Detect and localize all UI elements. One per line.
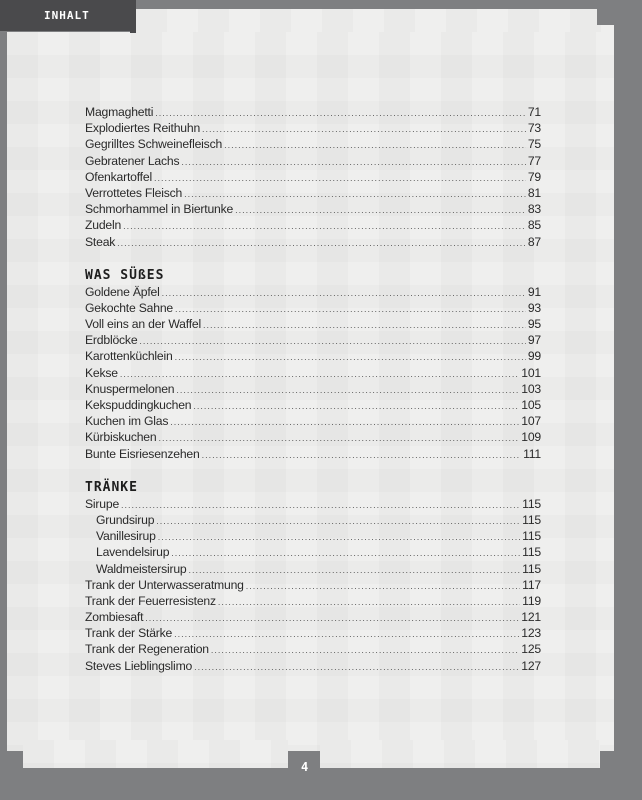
entry-page: 105 [521, 398, 541, 412]
toc-entry[interactable] [85, 496, 541, 512]
dot-leader [158, 529, 520, 545]
dot-leader [120, 366, 519, 382]
entry-title: Gekochte Sahne [85, 300, 173, 315]
entry-title: Zudeln [85, 218, 122, 233]
toc-entry[interactable] [85, 446, 541, 462]
toc-entry[interactable] [85, 332, 541, 348]
dot-leader [218, 594, 520, 610]
dot-leader [162, 285, 526, 301]
entry-title: Ofenkartoffel [85, 169, 152, 184]
entry-title: Knuspermelonen [85, 381, 175, 396]
entry-page: 125 [521, 642, 541, 657]
toc-entry[interactable] [85, 348, 541, 364]
entry-title: Goldene Äpfel [85, 284, 160, 299]
entry-title: Bunte Eisriesenzehen [85, 446, 200, 461]
dot-leader [203, 317, 526, 333]
dot-leader [175, 349, 526, 365]
toc-entry[interactable] [85, 609, 541, 625]
dot-leader [155, 105, 526, 121]
dot-leader [175, 301, 526, 317]
dot-leader [139, 333, 525, 349]
dot-leader [202, 121, 526, 137]
entry-title: Grundsirup [96, 512, 155, 527]
entry-page: 121 [521, 610, 541, 625]
entry-page: 115 [522, 512, 541, 527]
table-of-contents [85, 104, 541, 674]
toc-entry[interactable] [85, 413, 541, 429]
dot-leader [181, 154, 525, 170]
entry-title: Trank der Stärke [85, 626, 173, 641]
toc-subentry[interactable] [85, 512, 541, 528]
toc-entry[interactable] [85, 365, 541, 381]
dot-leader [158, 430, 519, 446]
entry-page: 87 [527, 234, 541, 249]
toc-entry[interactable] [85, 300, 541, 316]
toc-entry[interactable] [85, 429, 541, 445]
toc-entry[interactable] [85, 185, 541, 201]
dot-leader [235, 202, 526, 218]
toc-subentry[interactable] [85, 528, 541, 544]
entry-title: Trank der Feuerresistenz [85, 593, 216, 608]
entry-title: Explodiertes Reithuhn [85, 121, 201, 136]
entry-title: Sirupe [85, 496, 120, 511]
toc-entry[interactable] [85, 658, 541, 674]
dot-leader [202, 447, 521, 463]
section-heading: TRÄNKE [85, 479, 138, 495]
dot-leader [211, 642, 519, 658]
entry-page: 97 [527, 333, 541, 348]
dot-leader [189, 562, 521, 578]
dot-leader [117, 235, 526, 251]
entry-page: 95 [527, 317, 541, 332]
entry-title: Erdblöcke [85, 333, 138, 348]
toc-section [85, 267, 541, 462]
toc-entry[interactable] [85, 234, 541, 250]
entry-page: 111 [523, 446, 541, 461]
entry-title: Zombiesaft [85, 610, 144, 625]
entry-page: 115 [522, 561, 541, 576]
entry-title: Kuchen im Glas [85, 414, 169, 429]
entry-title: Trank der Unterwasseratmung [85, 577, 244, 592]
entry-title: Karottenküchlein [85, 349, 173, 364]
dot-leader [193, 398, 519, 414]
dot-leader [224, 137, 526, 153]
toc-entry[interactable] [85, 625, 541, 641]
toc-section [85, 104, 541, 250]
entry-page: 123 [521, 626, 541, 641]
page-background [23, 740, 288, 768]
entry-page: 115 [522, 545, 541, 560]
toc-section [85, 479, 541, 674]
entry-title: Steves Lieblingslimo [85, 658, 193, 673]
entry-page: 81 [527, 185, 541, 200]
toc-entry[interactable] [85, 104, 541, 120]
page-number: 4 [301, 760, 309, 774]
entry-title: Kürbiskuchen [85, 430, 157, 445]
entry-page: 127 [521, 658, 541, 673]
toc-entry[interactable] [85, 201, 541, 217]
toc-entry[interactable] [85, 577, 541, 593]
entry-page: 73 [527, 121, 541, 136]
entry-title: Magmaghetti [85, 105, 154, 119]
entry-page: 83 [527, 202, 541, 217]
section-heading: WAS SÜßES [85, 267, 165, 283]
entry-page: 93 [527, 300, 541, 315]
toc-entry[interactable] [85, 120, 541, 136]
entry-title: Gegrilltes Schweinefleisch [85, 137, 223, 152]
toc-entry[interactable] [85, 641, 541, 657]
toc-entry[interactable] [85, 284, 541, 300]
dot-leader [176, 382, 519, 398]
entry-title: Verrottetes Fleisch [85, 185, 183, 200]
entry-page: 115 [522, 529, 541, 544]
dot-leader [156, 513, 520, 529]
entry-page: 101 [521, 365, 541, 380]
entry-page: 85 [527, 218, 541, 233]
dot-leader [145, 610, 519, 626]
entry-title: Voll eins an der Waffel [85, 317, 201, 332]
entry-page: 99 [527, 349, 541, 364]
entry-page: 91 [527, 284, 541, 299]
page-background [320, 740, 600, 768]
entry-title: Lavendelsirup [96, 545, 170, 560]
entry-page: 117 [522, 577, 541, 592]
toc-entry[interactable] [85, 593, 541, 609]
entry-title: Trank der Regeneration [85, 642, 209, 657]
entry-title: Kekse [85, 365, 118, 380]
entry-page: 71 [527, 105, 541, 119]
toc-entry[interactable] [85, 136, 541, 152]
entry-page: 103 [521, 381, 541, 396]
dot-leader [171, 545, 520, 561]
dot-leader [174, 626, 519, 642]
entry-title: Waldmeistersirup [96, 561, 187, 576]
dot-leader [184, 186, 526, 202]
header-tab-step [130, 28, 136, 33]
toc-entry[interactable] [85, 217, 541, 233]
entry-page: 109 [521, 430, 541, 445]
dot-leader [123, 218, 526, 234]
toc-entry[interactable] [85, 397, 541, 413]
page-title: INHALT [44, 9, 90, 22]
entry-page: 75 [527, 137, 541, 152]
dot-leader [194, 659, 519, 675]
toc-subentry[interactable] [85, 544, 541, 560]
toc-entry[interactable] [85, 169, 541, 185]
entry-page: 119 [522, 593, 541, 608]
entry-title: Steak [85, 234, 116, 249]
entry-title: Kekspuddingkuchen [85, 398, 192, 412]
entry-page: 79 [527, 169, 541, 184]
entry-page: 115 [522, 496, 541, 511]
dot-leader [121, 497, 520, 513]
entry-title: Gebratener Lachs [85, 153, 180, 168]
entry-title: Vanillesirup [96, 529, 156, 544]
toc-entry[interactable] [85, 381, 541, 397]
toc-subentry[interactable] [85, 561, 541, 577]
entry-page: 77 [527, 153, 541, 168]
dot-leader [154, 170, 526, 186]
toc-entry[interactable] [85, 153, 541, 169]
entry-title: Schmorhammel in Biertunke [85, 202, 234, 217]
entry-page: 107 [521, 414, 541, 429]
dot-leader [170, 414, 519, 430]
dot-leader [246, 578, 520, 594]
toc-entry[interactable] [85, 316, 541, 332]
